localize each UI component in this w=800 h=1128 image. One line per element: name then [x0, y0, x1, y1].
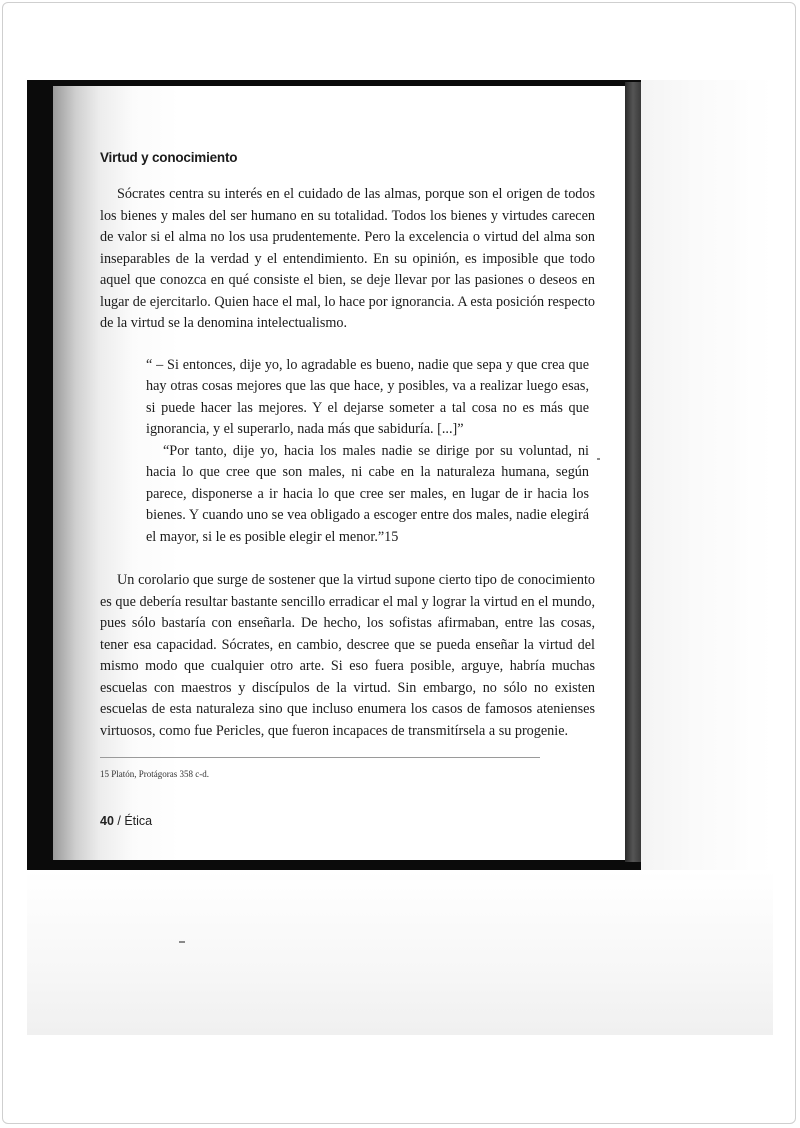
footnote: 15 Platón, Protágoras 358 c-d. [100, 769, 209, 779]
footnote-rule [100, 757, 540, 758]
scan-speck [597, 458, 600, 460]
quote-paragraph-2: “Por tanto, dije yo, hacia los males nadie se dirige por su voluntad, ni hacia lo que cree que son males, ni cabe en la naturaleza humana, según parece, disponerse a ir hacia lo que cree ser males, en lugar de ir hacia los bienes. Y cuando uno se vea obligado a escoger entre dos males, nadie elegirá el mayor, si le es posible elegir el menor.”15 [146, 442, 589, 545]
running-title: / Ética [117, 814, 153, 828]
page-content [100, 150, 595, 828]
scan-speck [179, 941, 185, 943]
page-number: 40 [100, 814, 114, 828]
page-footer [100, 814, 595, 828]
quote-paragraph-1: “ – Si entonces, dije yo, lo agradable es bueno, nadie que sepa y que crea que hay otras cosas mejores que las que hace, y posibles, va a realizar luego esas, si puede hacer las mejores. Y el dejarse someter a tal cosa no es más que ignorancia, y el superarlo, nada más que sabiduría. [...]” [146, 356, 589, 437]
section-heading: Virtud y conocimiento [100, 150, 238, 165]
scan-background-bottom [27, 870, 773, 1035]
block-quote [146, 355, 589, 549]
book-edge [625, 82, 641, 862]
body-paragraph-1: Sócrates centra su interés en el cuidado de las almas, porque son el origen de todos los bienes y males del ser humano en su totalidad. Todos los bienes y virtudes carecen de valor si el alma no los usa prudentemente. Pero la excelencia o virtud del alma son inseparables de la verdad y el entendimiento. En su opinión, es imposible que todo aquel que conozca en qué consiste el bien, se deje llevar por las pasiones o deseos en lugar de ejercitarlo. Quien hace el mal, lo hace por ignorancia. A esta posición respecto de la virtud se la denomina intelectualismo. [100, 186, 595, 331]
body-paragraph-2: Un corolario que surge de sostener que la virtud supone cierto tipo de conocimiento es que debería resultar bastante sencillo erradicar el mal y lograr la virtud en el mundo, pues sólo bastaría con enseñarla. De hecho, los sofistas afirmaban, entre las cosas, tener esa capacidad. Sócrates, en cambio, descree que se pueda enseñar la virtud del mismo modo que cualquier otro arte. Si eso fuera posible, arguye, habría muchas escuelas con maestros y discípulos de la virtud. Sin embargo, no sólo no existen escuelas de esta naturaleza sino que incluso enumera los casos de famosos atenienses virtuosos, como fue Pericles, que fueron incapaces de transmitírsela a su progenie. [100, 572, 595, 739]
